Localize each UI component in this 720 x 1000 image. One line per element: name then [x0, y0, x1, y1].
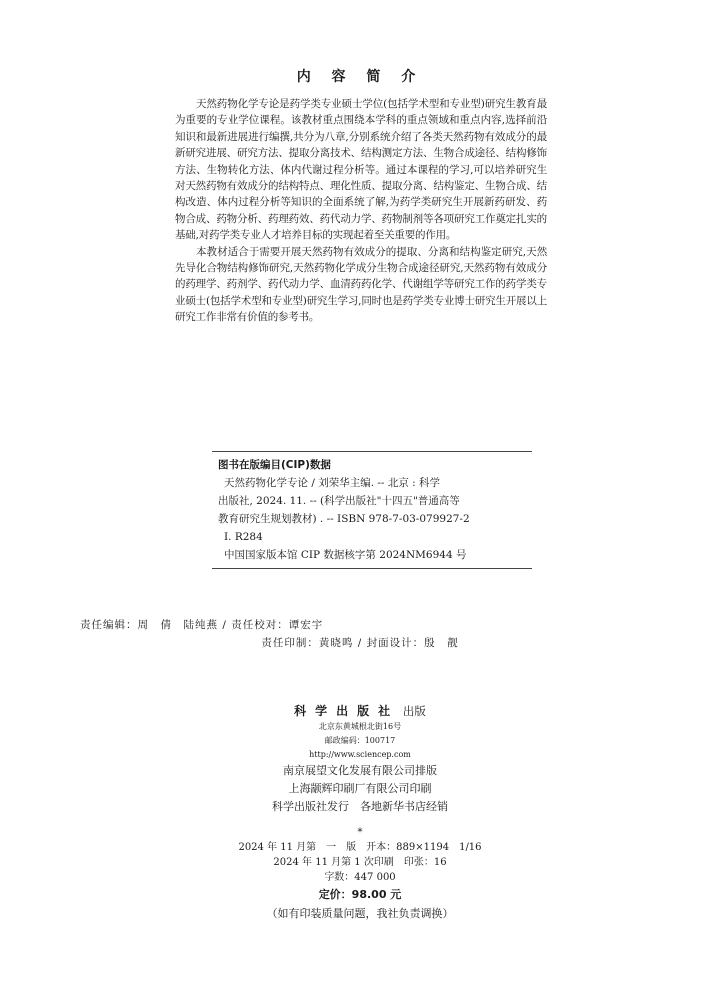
- price: 定价：98.00 元: [318, 888, 402, 901]
- intro-title: 内 容 简 介: [296, 69, 424, 85]
- intro-paragraph-2: 本教材适合于需要开展天然药物有效成分的提取、分离和结构鉴定研究,天然先导化合物结构修饰研究,天然药物化学成分生物合成途径研究,天然药物有效成分的药理学、药剂学、药代动力学、血清药药化学、代谢组学等研究工作的药学类专业硕士(包括学术型和专业型)研究生学习,同时也是药学类专业博士研究生开展以上研究工作非常有价值的参考书。: [175, 245, 547, 324]
- printer: 上海颛辉印刷厂有限公司印刷: [288, 782, 432, 795]
- editors-line-2: 责任印制：黄晓鸣 / 封面设计：殷 靓: [261, 637, 459, 649]
- publisher-name: [0, 702, 720, 720]
- cip-record-number: 中国国家版本馆 CIP 数据核字第 2024NM6944 号: [224, 549, 467, 561]
- publisher-suffix: 出版: [402, 704, 426, 718]
- cip-bottom-rule: [212, 568, 532, 569]
- cip-block: [212, 451, 532, 569]
- cip-line: 教育研究生规划教材) . -- ISBN 978-7-03-079927-2: [218, 513, 470, 525]
- publisher-postcode: 邮政编码：100717: [324, 736, 396, 745]
- print-line: 2024 年 11 月第 1 次印刷 印张：16: [273, 857, 447, 868]
- distributor: 科学出版社发行 各地新华书店经销: [272, 800, 448, 813]
- publisher-address: 北京东黄城根北街16号: [318, 722, 402, 731]
- intro-section: [175, 96, 547, 326]
- cip-line: 天然药物化学专论 / 刘荣华主编. -- 北京 : 科学: [224, 477, 441, 489]
- quality-note: （如有印装质量问题，我社负责调换）: [266, 907, 454, 920]
- separator-star: *: [357, 827, 363, 838]
- word-count: 字数：447 000: [324, 872, 396, 883]
- edition-line: 2024 年 11 月第 一 版 开本：889×1194 1/16: [238, 842, 482, 853]
- publisher-website: http://www.sciencep.com: [309, 750, 411, 759]
- cip-heading: 图书在版编目(CIP)数据: [218, 459, 331, 471]
- cip-classification: Ⅰ. R284: [224, 531, 263, 543]
- cip-line: 出版社, 2024. 11. -- (科学出版社"十四五"普通高等: [218, 495, 460, 507]
- typesetter: 南京展望文化发展有限公司排版: [283, 764, 437, 777]
- publisher-section: [0, 702, 720, 923]
- editors-line-1: 责任编辑：周 倩 陆纯燕 / 责任校对：谭宏宇: [80, 619, 324, 631]
- editors-section: [0, 616, 720, 652]
- publisher-logo: 科学出版社: [294, 704, 400, 718]
- intro-paragraph-1: 天然药物化学专论是药学类专业硕士学位(包括学术型和专业型)研究生教育最为重要的专业学位课程。该教材重点围绕本学科的重点领域和重点内容,选择前沿知识和最新进展进行编撰,共分为八章,分别系统介绍了各类天然药物有效成分的最新研究进展、研究方法、提取分离技术、结构测定方法、生物合成途径、结构修饰方法、生物转化方法、体内代谢过程分析等。通过本课程的学习,可以培养研究生对天然药物有效成分的结构特点、理化性质、提取分离、结构鉴定、生物合成、结构改造、体内过程分析等知识的全面系统了解,为药学类研究生开展新药研发、药物合成、药物分析、药理药效、药代动力学、药物制剂等各项研究工作奠定扎实的基础,对药学类专业人才培养目标的实现起着至关重要的作用。: [175, 98, 547, 242]
